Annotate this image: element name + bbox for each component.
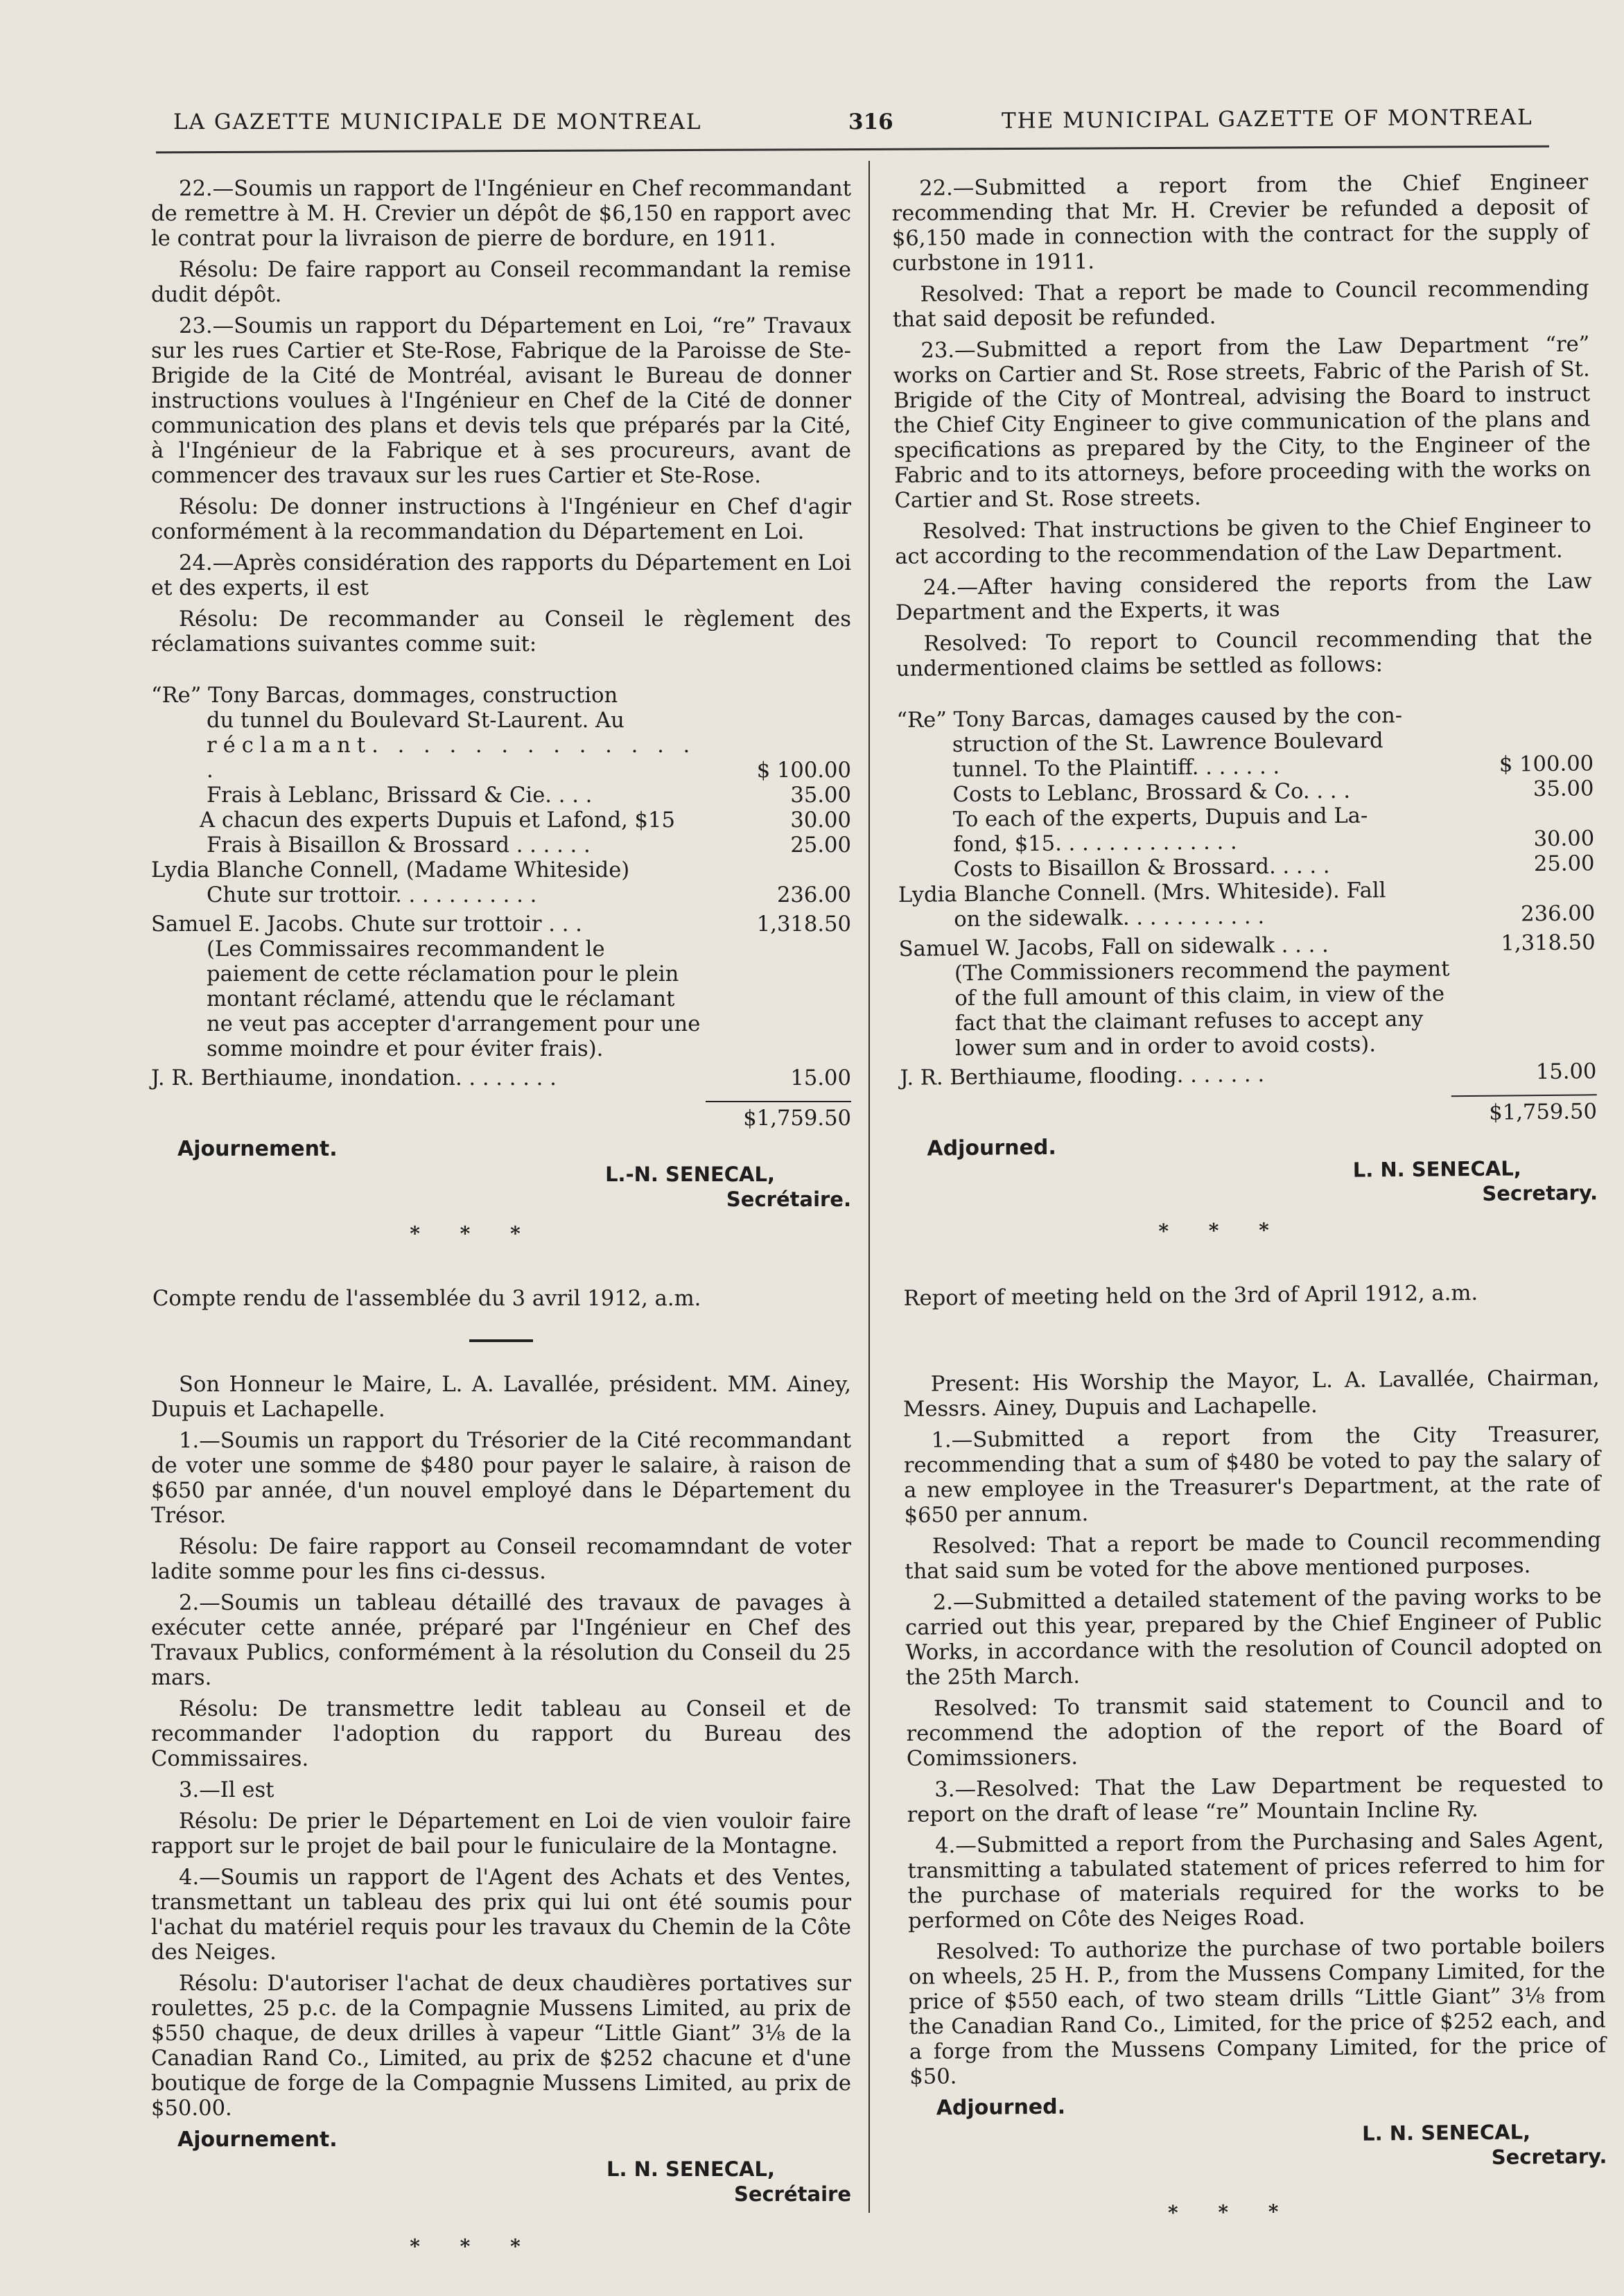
claim-amount: 25.00 — [790, 833, 851, 858]
resolution-1-fr: Résolu: De faire rapport au Conseil recomamndant de voter ladite somme pour les fins ci-dessus. — [151, 1535, 851, 1584]
claim-text: Samuel E. Jacobs. Chute sur trottoir . . . — [151, 912, 582, 937]
resolution-3-fr: Résolu: De prier le Département en Loi de vien vouloir faire rapport sur le projet de bail pour le funiculaire de la Montagne. — [151, 1809, 851, 1859]
claim-text: A chacun des experts Dupuis et Lafond, $15 — [200, 808, 675, 833]
claim-text: on the sidewalk. . . . . . . . . . . — [954, 904, 1265, 932]
section-stars: * * * — [1167, 2200, 1295, 2225]
claim-text: fond, $15. . . . . . . . . . . . . . — [953, 830, 1237, 858]
section-stars: * * * — [1158, 1218, 1286, 1243]
claim-amount: 25.00 — [1533, 851, 1595, 877]
adjournment-2-en: Adjourned. — [936, 2094, 1066, 2121]
resolution-24-fr: Résolu: De recommander au Conseil le règlement des réclamations suivantes comme suit: — [151, 607, 851, 656]
claim-text: du tunnel du Boulevard St-Laurent. Au — [207, 708, 625, 733]
claim-text: Lydia Blanche Connell. (Mrs. Whiteside). Fall — [898, 878, 1386, 907]
resolution-1-en: Resolved: That a report be made to Council recommending that said sum be voted for the above mentioned purposes. — [905, 1528, 1602, 1584]
claim-text: Samuel W. Jacobs, Fall on sidewalk . . . . — [898, 932, 1329, 962]
item-23-en: 23.—Submitted a report from the Law Department “re” works on Cartier and St. Rose streets, Fabric of the Parish of St. Brigide of the City of Montreal, advising the Board to instruct the Chief City Engineer to give communication of the plans and specifications as prepared by the City, to the Engineer of the Fabric and to its attorneys, before proceeding with the works on Cartier and St. Rose streets. — [893, 332, 1591, 513]
page-number: 316 — [848, 110, 893, 134]
resolution-23-en: Resolved: That instructions be given to the Chief Engineer to act according to the recommendation of the Law Department. — [895, 513, 1592, 569]
claim-row — [151, 1066, 851, 1091]
signature-2-fr — [151, 2157, 851, 2207]
claim-text: To each of the experts, Dupuis and La- — [952, 803, 1368, 833]
adjournment-1-en: Adjourned. — [927, 1135, 1056, 1161]
section-stars: * * * — [410, 1222, 537, 1245]
page-header — [0, 105, 1624, 151]
signature-1-fr — [151, 1162, 851, 1212]
adjournment-2-fr: Ajournement. — [177, 2128, 338, 2152]
item-4-en: 4.—Submitted a report from the Purchasing and Sales Agent, transmitting a tabulated statement of prices referred to him for the purchase of materials required for the works to be performed on Côte des Neiges Road. — [907, 1827, 1605, 1933]
item-3-en: 3.—Resolved: That the Law Department be requested to report on the draft of lease “re” Mountain Incline Ry. — [907, 1771, 1604, 1827]
total-rule — [1451, 1094, 1597, 1097]
claim-note-text: (Les Commissaires recommandent le paiement de cette réclamation pour le plein montant réclamé, attendu que le réclamant ne veut pas accepter d'arrangement pour une somme moindre et pour éviter frais). — [207, 937, 701, 1061]
claim-row — [151, 708, 851, 733]
claim-amount: 35.00 — [790, 783, 851, 808]
resolution-2-fr: Résolu: De transmettre ledit tableau au Conseil et de recommander l'adoption du rapport du Bureau des Commissaires. — [151, 1697, 851, 1771]
claims-table-fr — [151, 684, 851, 1131]
item-24-fr: 24.—Après considération des rapports du Département en Loi et des experts, il est — [151, 551, 851, 600]
signature-2-en — [910, 2119, 1607, 2175]
claim-text: réclamant. . . . . . . . . . . . . . — [207, 733, 697, 783]
claim-text: “Re” Tony Barcas, damages caused by the con- — [896, 703, 1403, 733]
claim-row — [151, 912, 851, 937]
claim-row — [151, 783, 851, 808]
claim-amount: 15.00 — [790, 1066, 851, 1090]
claim-row — [151, 858, 851, 883]
meeting-report-title-fr: Compte rendu de l'assemblée du 3 avril 1912, a.m. — [152, 1287, 701, 1311]
resolution-23-fr: Résolu: De donner instructions à l'Ingénieur en Chef d'agir conformément à la recommandation du Département en Loi. — [151, 495, 851, 544]
short-rule — [469, 1339, 533, 1342]
meeting-report-title-en: Report of meeting held on the 3rd of April 1912, a.m. — [903, 1280, 1478, 1311]
claim-amount: $ 100.00 — [1499, 751, 1594, 777]
section-stars: * * * — [410, 2235, 537, 2258]
claim-amount: 236.00 — [1521, 901, 1596, 927]
item-2-fr: 2.—Soumis un tableau détaillé des travaux de pavages à exécuter cette année, préparé par l'Ingénieur en Chef des Travaux Publics, conformément à la résolution du Conseil du 25 mars. — [151, 1591, 851, 1690]
claim-amount: $ 100.00 — [756, 758, 851, 783]
claim-text: J. R. Berthiaume, inondation. . . . . . . . — [151, 1066, 557, 1090]
total-rule — [706, 1101, 851, 1102]
claim-text: “Re” Tony Barcas, dommages, construction — [151, 684, 618, 708]
item-1-fr: 1.—Soumis un rapport du Trésorier de la Cité recommandant de voter une somme de $480 pour payer le salaire, à raison de $650 par année, d'un nouvel employé dans le Département du Trésor. — [151, 1429, 851, 1528]
resolution-22-en: Resolved: That a report be made to Council recommending that said deposit be refunded. — [892, 276, 1589, 332]
signature-name: L.-N. SENECAL, — [605, 1163, 775, 1186]
present-en: Present: His Worship the Mayor, L. A. Lavallée, Chairman, Messrs. Ainey, Dupuis and Lachapelle. — [902, 1366, 1600, 1422]
signature-role: Secrétaire. — [726, 1188, 851, 1211]
claim-text: Frais à Bisaillon & Brossard . . . . . . — [207, 833, 591, 858]
item-3-fr: 3.—Il est — [179, 1778, 274, 1802]
claim-amount: 15.00 — [1535, 1059, 1597, 1085]
claim-text: Costs to Bisaillon & Brossard. . . . . — [953, 853, 1330, 882]
claim-note — [899, 955, 1596, 1062]
adjournment-1-fr: Ajournement. — [177, 1137, 338, 1161]
claim-amount: 1,318.50 — [756, 912, 851, 937]
english-column — [891, 170, 1607, 2228]
claim-text: Costs to Leblanc, Brossard & Co. . . . — [952, 779, 1351, 808]
signature-name: L. N. SENECAL, — [606, 2157, 775, 2181]
claim-row — [151, 684, 851, 708]
signature-1-en — [901, 1155, 1598, 1212]
resolution-24-en: Resolved: To report to Council recommending that the undermentioned claims be settled as follows: — [896, 625, 1593, 681]
item-22-fr: 22.—Soumis un rapport de l'Ingénieur en Chef recommandant de remettre à M. H. Crevier un dépôt de $6,150 en rapport avec le contrat pour la livraison de pierre de bordure, en 1911. — [151, 177, 851, 251]
item-24-en: 24.—After having considered the reports from the Law Department and the Experts, it was — [895, 569, 1592, 625]
signature-role: Secretary. — [1482, 1181, 1598, 1206]
claim-text: tunnel. To the Plaintiff. . . . . . . — [952, 754, 1280, 783]
claim-text: Lydia Blanche Connell, (Madame Whiteside) — [151, 858, 630, 882]
claim-amount: 35.00 — [1533, 776, 1594, 802]
item-2-en: 2.—Submitted a detailed statement of the paving works to be carried out this year, prepared by the Chief Engineer of Public Works, in accordance with the resolution of Council adopted on the 25th March. — [905, 1584, 1603, 1690]
item-1-en: 1.—Submitted a report from the City Treasurer, recommending that a sum of $480 be voted to pay the salary of a new employee in the Treasurer's Department, at the rate of $650 per annum. — [903, 1422, 1601, 1528]
signature-role: Secretary. — [1491, 2144, 1607, 2169]
resolution-22-fr: Résolu: De faire rapport au Conseil recommandant la remise dudit dépôt. — [151, 258, 851, 307]
claim-text: Frais à Leblanc, Brissard & Cie. . . . — [207, 783, 593, 808]
signature-name: L. N. SENECAL, — [1361, 2120, 1531, 2146]
signature-role: Secrétaire — [733, 2182, 851, 2206]
claim-amount: 30.00 — [790, 808, 851, 833]
header-title-en: THE MUNICIPAL GAZETTE OF MONTREAL — [1001, 105, 1533, 134]
item-4-fr: 4.—Soumis un rapport de l'Agent des Achats et des Ventes, transmettant un tableau des prix qui lui ont été soumis pour l'achat du matériel requis pour les travaux du Chemin de la Côte des Neiges. — [151, 1866, 851, 1965]
claim-note-text: (The Commissioners recommend the payment of the full amount of this claim, in view of the fact that the claimant refuses to accept any lower sum and in order to avoid costs). — [954, 957, 1450, 1061]
resolution-2-en: Resolved: To transmit said statement to Council and to recommend the adoption of the report of the Board of Comimssioners. — [906, 1690, 1603, 1771]
resolution-4-en: Resolved: To authorize the purchase of two portable boilers on wheels, 25 H. P., from the Mussens Company Limited, for the price of $550 each, of two steam drills “Little Giant” 3⅛ from the Canadian Rand Co., Limited, for the price of $252 each, and a forge from the Mussens Company Limited, for the price of $50. — [908, 1933, 1607, 2089]
header-title-fr: LA GAZETTE MUNICIPALE DE MONTREAL — [173, 110, 702, 134]
claim-row — [151, 883, 851, 908]
claims-total: $1,759.50 — [1489, 1099, 1598, 1125]
french-column — [151, 177, 851, 2259]
claims-table-en — [896, 702, 1597, 1131]
item-23-fr: 23.—Soumis un rapport du Département en Loi, “re” Travaux sur les rues Cartier et Ste-Rose, Fabrique de la Paroisse de Ste-Brigide de la Cité de Montréal, avisant le Bureau de donner instructions voulues à l'Ingénieur en Chef de la Cité de donner communication des plans et devis tels que préparés par la Cité, à l'Ingénieur de la Fabrique et à ses procureurs, avant de commencer des travaux sur les rues Cartier et Ste-Rose. — [151, 314, 851, 488]
signature-name: L. N. SENECAL, — [1352, 1156, 1521, 1182]
present-fr: Son Honneur le Maire, L. A. Lavallée, président. MM. Ainey, Dupuis et Lachapelle. — [151, 1373, 851, 1422]
claim-amount: 1,318.50 — [1501, 930, 1596, 956]
claim-text: struction of the St. Lawrence Boulevard — [952, 729, 1383, 758]
claim-amount: 30.00 — [1533, 826, 1595, 852]
claim-row — [151, 808, 851, 833]
claim-text: Chute sur trottoir. . . . . . . . . . . — [207, 883, 537, 907]
claim-note — [151, 937, 851, 1062]
column-divider — [868, 161, 870, 2213]
claim-text: J. R. Berthiaume, flooding. . . . . . . — [900, 1062, 1265, 1090]
claim-row — [151, 733, 851, 783]
claim-row — [151, 833, 851, 858]
item-22-en: 22.—Submitted a report from the Chief Engineer recommending that Mr. H. Crevier be refunded a deposit of $6,150 made in connection with the contract for the supply of curbstone in 1911. — [891, 170, 1589, 276]
resolution-4-fr: Résolu: D'autoriser l'achat de deux chaudières portatives sur roulettes, 25 p.c. de la Compagnie Mussens Limited, au prix de $550 chaque, de deux drilles à vapeur “Little Giant” 3⅛ de la Canadian Rand Co., Limited, au prix de $252 chacune et d'une boutique de forge de la Compagnie Mussens Limited, au prix de $50.00. — [151, 1972, 851, 2121]
claim-amount: 236.00 — [776, 883, 851, 907]
claims-total: $1,759.50 — [743, 1106, 851, 1131]
